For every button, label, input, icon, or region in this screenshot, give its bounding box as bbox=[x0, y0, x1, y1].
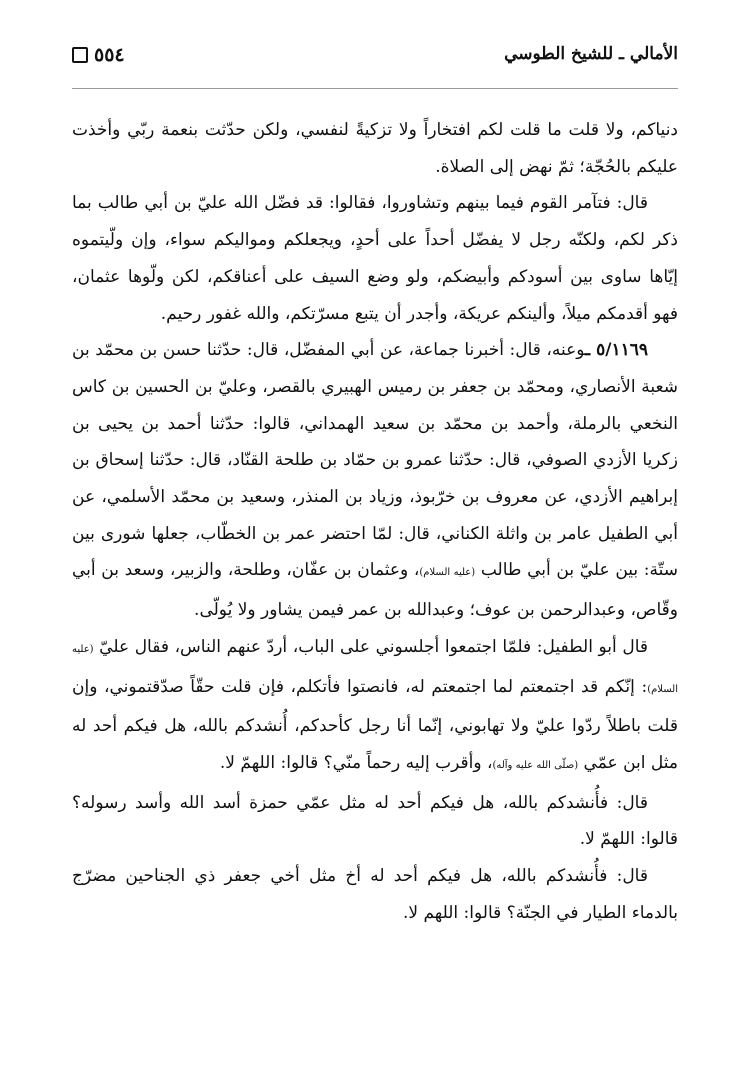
paragraph-3-text-b: ، وعثمان بن عفّان، وطلحة، والزبير، وسعد بن أبي وقّاص، وعبدالرحمن بن عوف؛ وعبدالله بن عمر فيمن يشاور ولا يُولّى. bbox=[72, 560, 678, 621]
book-title: الأمالي ـ للشيخ الطوسي bbox=[504, 44, 678, 64]
page-body bbox=[72, 112, 678, 931]
paragraph-4-text-b: : إنّكم قد اجتمعتم لما اجتمعتم له، فانصتوا فأتكلم، فإن قلت حقّاً صدّقتموني، وإن قلت باطلاً ردّوا عليّ ولا تهابوني، إنّما أنا رجل كأحدكم، أُنشدكم بالله، هل فيكم أحد له مثل ابن عمّي bbox=[72, 676, 678, 773]
paragraph-1: دنياكم، ولا قلت ما قلت لكم افتخاراً ولا تزكيةً لنفسي، ولكن حدّثت بنعمة ربّي وأخذت عليكم بالحُجّة؛ ثمّ نهض إلى الصلاة. bbox=[72, 120, 678, 177]
paragraph-4-text-a: قال أبو الطفيل: فلمّا اجتمعوا أجلسوني على الباب، أردّ عنهم الناس، فقال عليّ bbox=[99, 636, 649, 657]
header-divider bbox=[72, 88, 678, 89]
paragraph-3 bbox=[72, 332, 678, 629]
paragraph-2: قال: فتآمر القوم فيما بينهم وتشاوروا، فقالوا: قد فضّل الله عليّ بن أبي طالب بما ذكر لكم، ولكنّه رجل لا يفضّل أحداً على أحدٍ، ويجعلكم ومواليكم سواء، وإن ولّيتموه إيّاها ساوى بين أسودكم وأبيضكم، ولو وضع السيف على أعناقكم، لكن ولّوها عثمان، فهو أقدمكم ميلاً، وألينكم عريكة، وأجدر أن يتبع مسرّتكم، والله غفور رحيم. bbox=[72, 193, 678, 324]
hadith-number: ٥/١١٦٩ ـ bbox=[585, 340, 648, 361]
paragraph-4 bbox=[72, 629, 678, 785]
honorific-phrase: (عليه السلام) bbox=[419, 567, 476, 579]
honorific-phrase: (عليه السلام) bbox=[72, 643, 678, 695]
page-number-text: ٥٥٤ bbox=[94, 44, 125, 66]
square-icon bbox=[72, 47, 88, 63]
honorific-phrase: (صلّى الله عليه وآله) bbox=[492, 759, 579, 771]
paragraph-6: قال: فأُنشدكم بالله، هل فيكم أحد له أخ مثل أخي جعفر ذي الجناحين مضرّج بالدماء الطيار في الجنّة؟ قالوا: اللهم لا. bbox=[72, 866, 678, 923]
page-header bbox=[72, 44, 678, 76]
paragraph-3-text-a: وعنه، قال: أخبرنا جماعة، عن أبي المفضّل، قال: حدّثنا حسن بن محمّد بن شعبة الأنصاري، ومحمّد بن جعفر بن رميس الهبيري بالقصر، وعليّ بن الحسين بن كاس النخعي بالرملة، وأحمد بن محمّد بن سعيد الهمداني، قالوا: حدّثنا أحمد بن يحيى بن زكريا الأزدي الصوفي، قال: حدّثنا عمرو بن حمّاد بن طلحة القنّاد، قال: حدّثنا إسحاق بن إبراهيم الأزدي، عن معروف بن خرّبوذ، وزياد بن المنذر، وسعيد بن محمّد الأسلمي، عن أبي الطفيل عامر بن واثلة الكناني، قال: لمّا احتضر عمر بن الخطّاب، جعلها شورى بين ستّة: بين عليّ بن أبي طالب bbox=[72, 340, 679, 581]
page-number bbox=[72, 44, 125, 66]
paragraph-4-text-c: ، وأقرب إليه رحماً منّي؟ قالوا: اللهمّ لا. bbox=[219, 752, 493, 773]
paragraph-5: قال: فأُنشدكم بالله، هل فيكم أحد له مثل عمّي حمزة أسد الله وأسد رسوله؟ قالوا: اللهمّ لا. bbox=[72, 792, 678, 850]
